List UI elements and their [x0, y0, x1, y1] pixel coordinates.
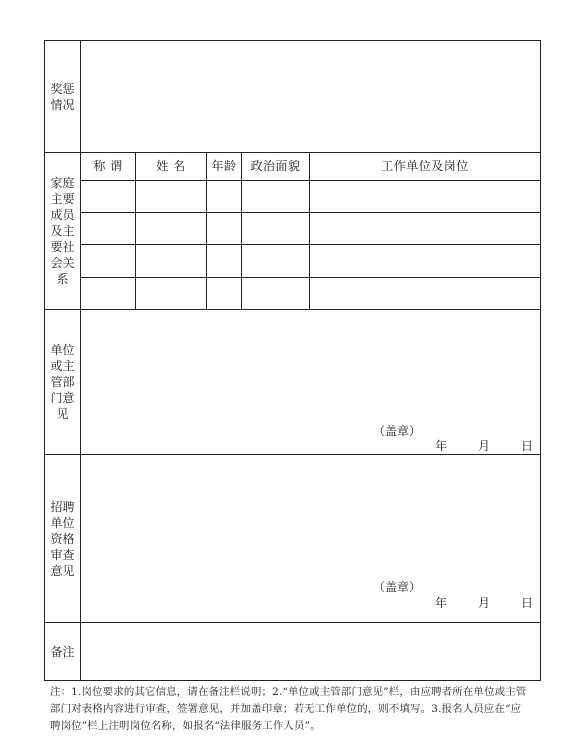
family-age-cell[interactable] [207, 181, 242, 213]
family-name-cell[interactable] [136, 213, 207, 245]
recruit-date-day: 日 [521, 596, 534, 610]
family-age-cell[interactable] [207, 245, 242, 278]
family-relation-cell[interactable] [81, 245, 136, 278]
unit-date-month: 月 [478, 439, 491, 453]
remarks-label: 备注 [50, 644, 75, 659]
unit-opinion-label-cell [45, 310, 81, 455]
family-relation-cell[interactable] [81, 213, 136, 245]
family-row [45, 245, 541, 278]
recruit-date-year: 年 [435, 596, 448, 610]
unit-opinion-content-cell[interactable] [81, 310, 541, 455]
recruit-date-line [435, 595, 533, 611]
family-name-cell[interactable] [136, 245, 207, 278]
form-footnote: 注：1.岗位要求的其它信息，请在备注栏说明；2.“单位或主管部门意见”栏，由应聘者所在单位或主管部门对表格内容进行审查，签署意见，并加盖印章；若无工作单位的，则不填写。3.报名人员应在“应聘岗位”栏上注明岗位名称，如报名“法律服务工作人员”。 [50, 686, 527, 732]
unit-opinion-label: 单位或主管部门意见 [50, 343, 75, 421]
header-work-unit-position: 工作单位及岗位 [310, 153, 541, 181]
recruit-review-row [45, 455, 541, 623]
family-age-cell[interactable] [207, 213, 242, 245]
header-name: 姓 名 [136, 153, 207, 181]
remarks-row [45, 623, 541, 681]
recruit-review-label-cell [45, 455, 81, 623]
family-relation-cell[interactable] [81, 181, 136, 213]
remarks-label-cell [45, 623, 81, 681]
header-relation: 称 谓 [81, 153, 136, 181]
family-header-row [45, 153, 541, 181]
awards-label-cell [45, 41, 81, 153]
family-relation-cell[interactable] [81, 278, 136, 310]
remarks-content-cell[interactable] [81, 623, 541, 681]
family-work-cell[interactable] [310, 245, 541, 278]
family-row [45, 278, 541, 310]
unit-date-year: 年 [435, 439, 448, 453]
family-label-cell [45, 153, 81, 310]
family-work-cell[interactable] [310, 213, 541, 245]
application-form-table [44, 40, 541, 681]
recruit-date-month: 月 [478, 596, 491, 610]
family-work-cell[interactable] [310, 278, 541, 310]
family-political-cell[interactable] [242, 278, 310, 310]
family-label: 家庭主要成员及主要社会关系 [50, 176, 75, 286]
awards-label: 奖惩情况 [50, 81, 75, 112]
family-name-cell[interactable] [136, 278, 207, 310]
header-age: 年龄 [207, 153, 242, 181]
family-name-cell[interactable] [136, 181, 207, 213]
awards-content-cell[interactable] [81, 41, 541, 153]
family-age-cell[interactable] [207, 278, 242, 310]
family-row [45, 181, 541, 213]
recruit-review-label: 招聘单位资格审查意见 [50, 499, 75, 578]
family-political-cell[interactable] [242, 245, 310, 278]
family-political-cell[interactable] [242, 213, 310, 245]
unit-date-day: 日 [521, 439, 534, 453]
header-political-status: 政治面貌 [242, 153, 310, 181]
family-political-cell[interactable] [242, 181, 310, 213]
awards-row [45, 41, 541, 153]
unit-seal-text: （盖章） [373, 424, 422, 438]
recruit-seal-text: （盖章） [373, 580, 422, 594]
family-row [45, 213, 541, 245]
unit-opinion-row [45, 310, 541, 455]
recruit-review-content-cell[interactable] [81, 455, 541, 623]
family-work-cell[interactable] [310, 181, 541, 213]
unit-date-line [435, 438, 533, 454]
